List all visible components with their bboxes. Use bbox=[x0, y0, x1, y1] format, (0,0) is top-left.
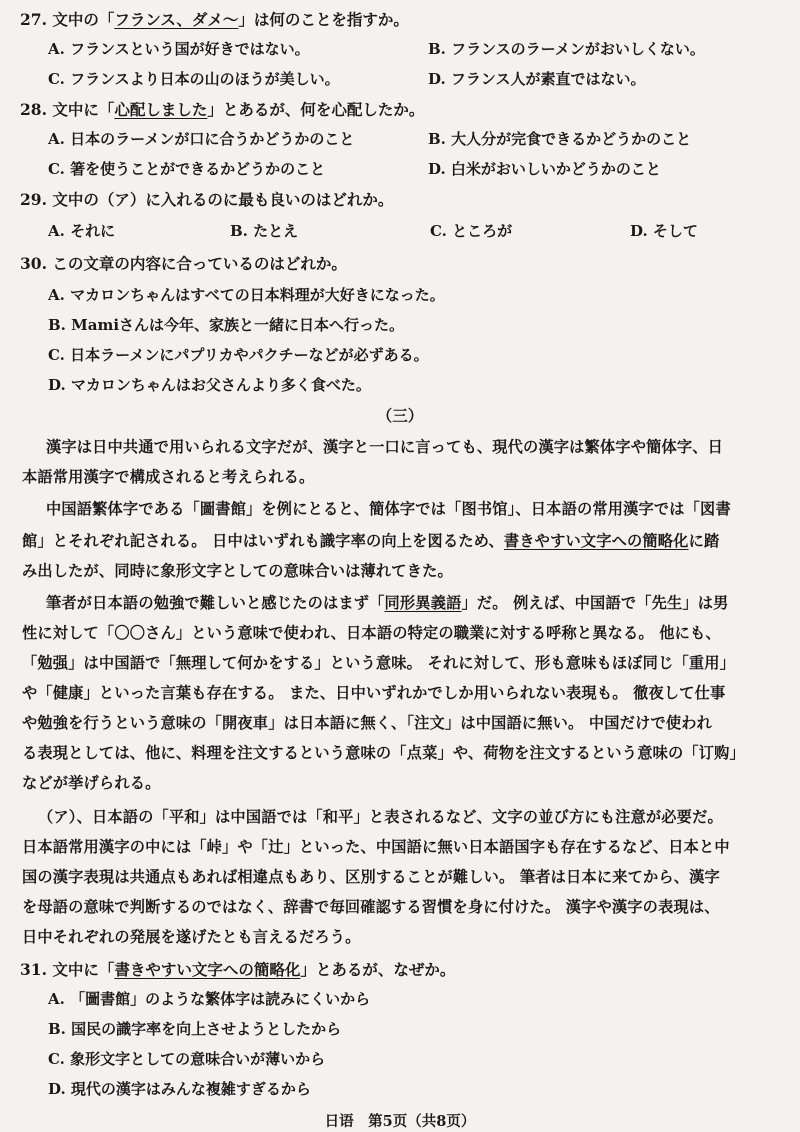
question-27-stem: 27. 文中の「フランス、ダメ～」は何のことを指すか。 bbox=[20, 10, 409, 29]
passage-line: 中国語繁体字である「圖書館」を例にとると、簡体字では「图书馆」、日本語の常用漢字では「図書 bbox=[46, 500, 731, 518]
passage-line: や勉強を行うという意味の「開夜車」は日本語に無く、「注文」は中国語に無い。 中国だけで使われ bbox=[22, 714, 713, 732]
page-footer: 日语 第5页（共8页） bbox=[324, 1113, 476, 1130]
passage-line: 日中それぞれの発展を遂げたとも言えるだろう。 bbox=[22, 928, 361, 946]
passage-line: る表現としては、他に、料理を注文するという意味の「点菜」や、荷物を注文するという意味の「订购」 bbox=[22, 744, 745, 762]
q27-option-a[interactable]: A. フランスという国が好きではない。 bbox=[48, 40, 310, 58]
q27-option-c[interactable]: C. フランスより日本の山のほうが美しい。 bbox=[48, 70, 340, 88]
question-31-stem: 31. 文中に「書きやすい文字への簡略化」とあるが、なぜか。 bbox=[20, 960, 456, 979]
passage-line: 館」とそれぞれ記される。 日中はいずれも識字率の向上を図るため、書きやすい文字への簡略化に踏 bbox=[22, 532, 720, 550]
passage-line: を母語の意味で判断するのではなく、辞書で毎回確認する習慣を身に付けた。 漢字や漢字の表現は、 bbox=[22, 898, 720, 916]
q31-option-a[interactable]: A. 「圖書館」のような繁体字は読みにくいから bbox=[48, 990, 371, 1008]
q31-option-d[interactable]: D. 現代の漢字はみんな複雑すぎるから bbox=[48, 1080, 311, 1098]
passage-line: 国の漢字表現は共通点もあれば相違点もあり、区別することが難しい。 筆者は日本に来てから、漢字 bbox=[22, 868, 720, 886]
q29-option-a[interactable]: A. それに bbox=[48, 222, 116, 240]
q28-option-b[interactable]: B. 大人分が完食できるかどうかのこと bbox=[428, 130, 692, 148]
passage-line: 漢字は日中共通で用いられる文字だが、漢字と一口に言っても、現代の漢字は繁体字や簡体字、日 bbox=[46, 438, 724, 456]
underlined-phrase: 同形異義語 bbox=[384, 594, 462, 612]
q27-option-d[interactable]: D. フランス人が素直ではない。 bbox=[428, 70, 646, 88]
q29-option-c[interactable]: C. ところが bbox=[430, 222, 513, 240]
q29-option-b[interactable]: B. たとえ bbox=[230, 222, 299, 240]
passage-line: 「勉强」は中国語で「無理して何かをする」という意味。 それに対して、形も意味もほぼ同じ「重用」 bbox=[22, 654, 736, 672]
passage-line: 性に対して「〇〇さん」という意味で使われ、日本語の特定の職業に対する呼称と異なる。 他にも、 bbox=[22, 624, 721, 642]
q29-option-d[interactable]: D. そして bbox=[630, 222, 698, 240]
question-28-stem: 28. 文中に「心配しました」とあるが、何を心配したか。 bbox=[20, 100, 425, 119]
passage-line: 本語常用漢字で構成されると考えられる。 bbox=[22, 468, 315, 486]
q28-option-d[interactable]: D. 白米がおいしいかどうかのこと bbox=[428, 160, 661, 178]
underlined-phrase: 心配しました bbox=[114, 100, 208, 119]
underlined-phrase: 書きやすい文字への簡略化 bbox=[114, 960, 301, 979]
passage-line: 筆者が日本語の勉強で難しいと感じたのはまず「同形異義語」だ。 例えば、中国語で「先生」は男 bbox=[46, 594, 729, 612]
q27-option-b[interactable]: B. フランスのラーメンがおいしくない。 bbox=[428, 40, 705, 58]
q30-option-a[interactable]: A. マカロンちゃんはすべての日本料理が大好きになった。 bbox=[48, 286, 445, 304]
q30-option-b[interactable]: B. Mamiさんは今年、家族と一緒に日本へ行った。 bbox=[48, 316, 405, 334]
passage-line: み出したが、同時に象形文字としての意味合いは薄れてきた。 bbox=[22, 562, 453, 580]
q28-option-c[interactable]: C. 箸を使うことができるかどうかのこと bbox=[48, 160, 326, 178]
passage-line: などが挙げられる。 bbox=[22, 774, 161, 792]
section-heading: （三） bbox=[376, 406, 424, 425]
q30-option-c[interactable]: C. 日本ラーメンにパプリカやパクチーなどが必ずある。 bbox=[48, 346, 429, 364]
q31-option-b[interactable]: B. 国民の識字率を向上させようとしたから bbox=[48, 1020, 342, 1038]
q28-option-a[interactable]: A. 日本のラーメンが口に合うかどうかのこと bbox=[48, 130, 355, 148]
passage-line: （ア）、日本語の「平和」は中国語では「和平」と表されるなど、文字の並び方にも注意が必要だ。 bbox=[38, 808, 723, 826]
underlined-phrase: フランス、ダメ～ bbox=[114, 10, 239, 29]
passage-line: や「健康」といった言葉も存在する。 また、日中いずれかでしか用いられない表現も。 徹夜して仕事 bbox=[22, 684, 726, 702]
passage-line: 日本語常用漢字の中には「峠」や「辻」といった、中国語に無い日本語国字も存在するなど、日本と中 bbox=[22, 838, 730, 856]
q31-option-c[interactable]: C. 象形文字としての意味合いが薄いから bbox=[48, 1050, 326, 1068]
q30-option-d[interactable]: D. マカロンちゃんはお父さんより多く食べた。 bbox=[48, 376, 371, 394]
underlined-phrase: 書きやすい文字への簡略化 bbox=[503, 532, 689, 550]
question-29-stem: 29. 文中の（ア）に入れるのに最も良いのはどれか。 bbox=[20, 190, 394, 209]
question-30-stem: 30. この文章の内容に合っているのはどれか。 bbox=[20, 254, 347, 273]
